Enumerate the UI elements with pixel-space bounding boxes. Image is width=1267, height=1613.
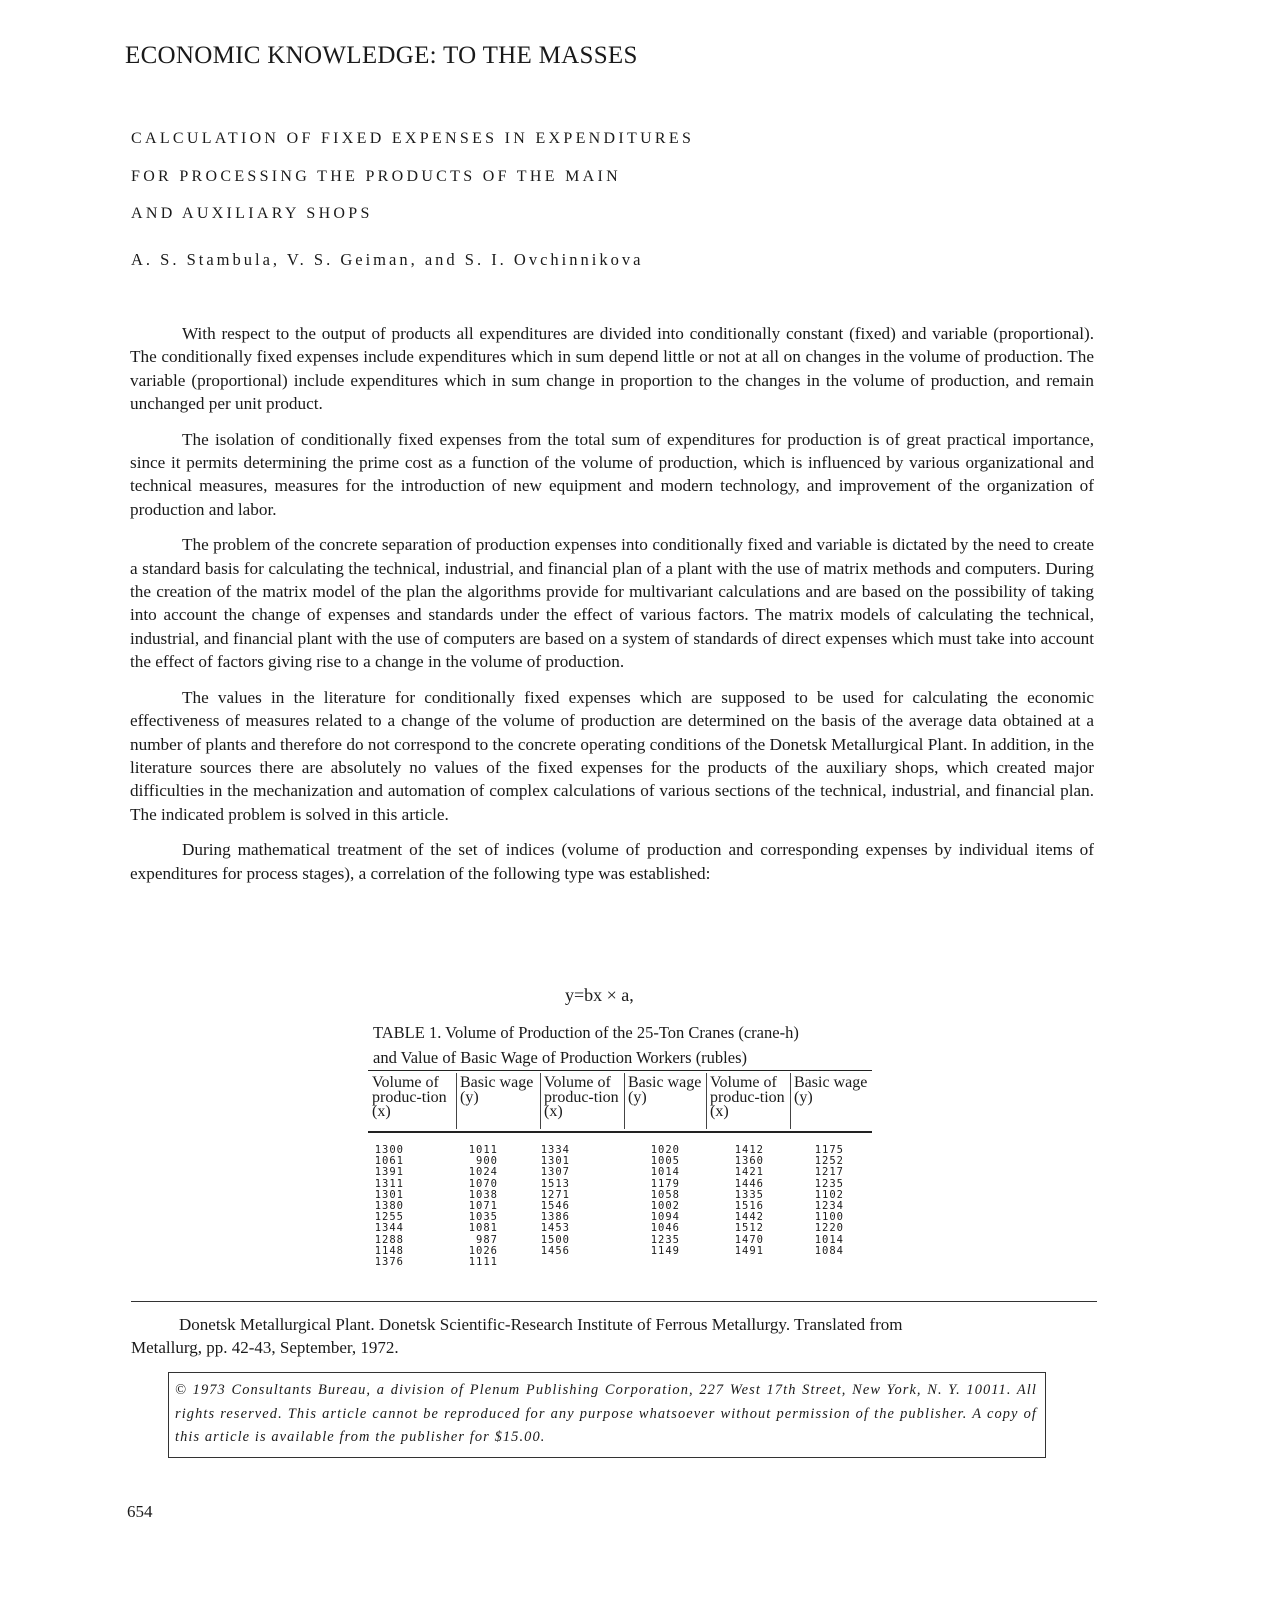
table-cell: 1038	[468, 1188, 498, 1201]
table-cell: 1421	[734, 1166, 764, 1179]
table-caption-line-2: and Value of Basic Wage of Production Workers (rubles)	[373, 1048, 748, 1067]
article-body	[130, 322, 1094, 897]
table-cell: 1035	[468, 1211, 498, 1224]
table-cell: 1546	[540, 1199, 570, 1212]
column-divider	[456, 1073, 457, 1129]
paragraph: The problem of the concrete separation of production expenses into conditionally fixed and variable is dictated by the need to create a standard basis for calculating the technical, industrial, and financial plan of a plant with the use of matrix methods and computers. During the creation of the matrix model of the plan the algorithms provide for multivariant calculations and are based on the possibility of taking into account the change of expenses and standards under the effect of various factors. The matrix models of calculating the technical, industrial, and financial plant with the use of computers are based on a system of standards of direct expenses which must take into account the effect of factors giving rise to a change in the volume of production.	[130, 535, 1094, 672]
table-header-cell: Basic wage (y)	[628, 1074, 702, 1106]
table-header-cell: Basic wage (y)	[460, 1074, 534, 1106]
table-cell: 1513	[540, 1177, 570, 1190]
table-cell: 1234	[814, 1199, 844, 1212]
table-cell: 1271	[540, 1188, 570, 1201]
table-cell: 1149	[650, 1244, 680, 1257]
table-cell: 1288	[374, 1233, 404, 1246]
table-cell: 1011	[468, 1144, 498, 1156]
table-cell: 987	[476, 1233, 498, 1246]
table-cell: 1500	[540, 1233, 570, 1246]
table-cell: 1081	[468, 1222, 498, 1235]
table-cell: 1453	[540, 1222, 570, 1235]
table-column-volume-2	[528, 1145, 570, 1257]
article-title-line-2: FOR PROCESSING THE PRODUCTS OF THE MAIN	[131, 168, 621, 185]
table-header-cell: Volume of produc-tion (x)	[710, 1074, 785, 1120]
table-cell: 1376	[374, 1255, 404, 1268]
table-header-cell: Volume of produc-tion (x)	[372, 1074, 447, 1120]
table-cell: 1301	[374, 1188, 404, 1201]
table-cell: 1046	[650, 1222, 680, 1235]
paragraph: With respect to the output of products all expenditures are divided into conditionally constant (fixed) and variable (proportional). The conditionally fixed expenses include expenditures which in sum depend little or not at all on changes in the volume of production. The variable (proportional) include expenditures which in sum change in proportion to the changes in the volume of production, and remain unchanged per unit product.	[130, 324, 1094, 414]
column-divider	[624, 1073, 625, 1129]
table-cell: 1252	[814, 1155, 844, 1168]
footnote	[131, 1313, 1091, 1359]
table-cell: 1391	[374, 1166, 404, 1179]
copyright-box	[168, 1372, 1046, 1458]
table-cell: 1344	[374, 1222, 404, 1235]
section-header: ECONOMIC KNOWLEDGE: TO THE MASSES	[125, 42, 638, 69]
column-divider	[790, 1073, 791, 1129]
table-cell: 1014	[650, 1166, 680, 1179]
table-cell: 1024	[468, 1166, 498, 1179]
table-column-wage-2	[638, 1145, 680, 1257]
article-title-line-3: AND AUXILIARY SHOPS	[131, 205, 373, 222]
table-cell: 1061	[374, 1155, 404, 1168]
table-cell: 1094	[650, 1211, 680, 1224]
table-column-volume-1	[368, 1145, 404, 1268]
paragraph: The values in the literature for conditionally fixed expenses which are supposed to be used for calculating the economic effectiveness of measures related to a change of the volume of production are determined on the basis of the average data obtained at a number of plants and therefore do not correspond to the concrete operating conditions of the Donetsk Metallurgical Plant. In addition, in the literature sources there are absolutely no values of the fixed expenses for the products of the auxiliary shops, which created major difficulties in the mechanization and automation of complex calculations of various sections of the technical, industrial, and financial plan. The indicated problem is solved in this article.	[130, 687, 1094, 824]
table-cell: 1456	[540, 1244, 570, 1257]
footnote-line-1-text: Donetsk Metallurgical Plant. Donetsk Scientific-Research Institute of Ferrous Metallurgy. Translated from	[179, 1315, 903, 1334]
table-cell: 1148	[374, 1244, 404, 1257]
table-cell: 900	[476, 1155, 498, 1168]
table-cell: 1235	[814, 1177, 844, 1190]
table-cell: 1071	[468, 1199, 498, 1212]
table-cell: 1334	[540, 1144, 570, 1156]
copyright-text: © 1973 Consultants Bureau, a division of Plenum Publishing Corporation, 227 West 17th Street, New York, N. Y. 10011. All rights reserved. This article cannot be reproduced for any purpose whatsoever without permission of the publisher. A copy of this article is available from the publisher for $15.00.	[175, 1382, 1037, 1445]
table-cell: 1386	[540, 1211, 570, 1224]
table-caption-line-1: TABLE 1. Volume of Production of the 25-Ton Cranes (crane-h)	[373, 1023, 799, 1042]
footnote-line-1	[131, 1313, 1091, 1336]
table-cell: 1491	[734, 1244, 764, 1257]
table-cell: 1300	[374, 1144, 404, 1156]
paragraph: During mathematical treatment of the set of indices (volume of production and corresponding expenses by individual items of expenditures for process stages), a correlation of the following type was established:	[130, 840, 1094, 883]
table-cell: 1516	[734, 1199, 764, 1212]
table-cell: 1014	[814, 1233, 844, 1246]
table-cell: 1220	[814, 1222, 844, 1235]
table-top-rule	[368, 1070, 872, 1071]
table-cell: 1002	[650, 1199, 680, 1212]
table-cell: 1111	[468, 1255, 498, 1268]
table-cell: 1179	[650, 1177, 680, 1190]
table-column-volume-3	[722, 1145, 764, 1257]
table-cell: 1335	[734, 1188, 764, 1201]
formula: y=bx × a,	[565, 985, 634, 1005]
table-header-cell: Basic wage (y)	[794, 1074, 868, 1106]
table-cell: 1084	[814, 1244, 844, 1257]
table-cell: 1311	[374, 1177, 404, 1190]
table-header-rule	[368, 1131, 872, 1133]
table-cell: 1470	[734, 1233, 764, 1246]
table-cell: 1217	[814, 1166, 844, 1179]
table-cell: 1442	[734, 1211, 764, 1224]
table-column-wage-1	[458, 1145, 498, 1268]
table-cell: 1175	[814, 1144, 844, 1156]
table-cell: 1301	[540, 1155, 570, 1168]
table-cell: 1412	[734, 1144, 764, 1156]
table-cell: 1512	[734, 1222, 764, 1235]
footnote-line-2: Metallurg, pp. 42-43, September, 1972.	[131, 1338, 399, 1357]
table-column-wage-3	[802, 1145, 844, 1257]
table-cell: 1005	[650, 1155, 680, 1168]
column-divider	[706, 1073, 707, 1129]
article-title-line-1: CALCULATION OF FIXED EXPENSES IN EXPENDITURES	[131, 130, 695, 147]
table-cell: 1102	[814, 1188, 844, 1201]
paragraph: The isolation of conditionally fixed expenses from the total sum of expenditures for production is of great practical importance, since it permits determining the prime cost as a function of the volume of production, which is influenced by various organizational and technical measures, measures for the introduction of new equipment and modern technology, and improvement of the organization of production and labor.	[130, 429, 1094, 519]
table-cell: 1235	[650, 1233, 680, 1246]
page-number: 654	[127, 1502, 153, 1521]
table-cell: 1360	[734, 1155, 764, 1168]
table-cell: 1100	[814, 1211, 844, 1224]
table-cell: 1255	[374, 1211, 404, 1224]
table-cell: 1380	[374, 1199, 404, 1212]
authors: A. S. Stambula, V. S. Geiman, and S. I. Ovchinnikova	[131, 250, 644, 269]
data-table	[368, 1070, 872, 1285]
table-cell: 1307	[540, 1166, 570, 1179]
table-cell: 1058	[650, 1188, 680, 1201]
table-cell: 1070	[468, 1177, 498, 1190]
table-cell: 1026	[468, 1244, 498, 1257]
table-header-cell: Volume of produc-tion (x)	[544, 1074, 619, 1120]
table-caption	[373, 1020, 933, 1070]
table-cell: 1020	[650, 1144, 680, 1156]
table-cell: 1446	[734, 1177, 764, 1190]
column-divider	[540, 1073, 541, 1129]
footnote-rule	[131, 1301, 1097, 1302]
